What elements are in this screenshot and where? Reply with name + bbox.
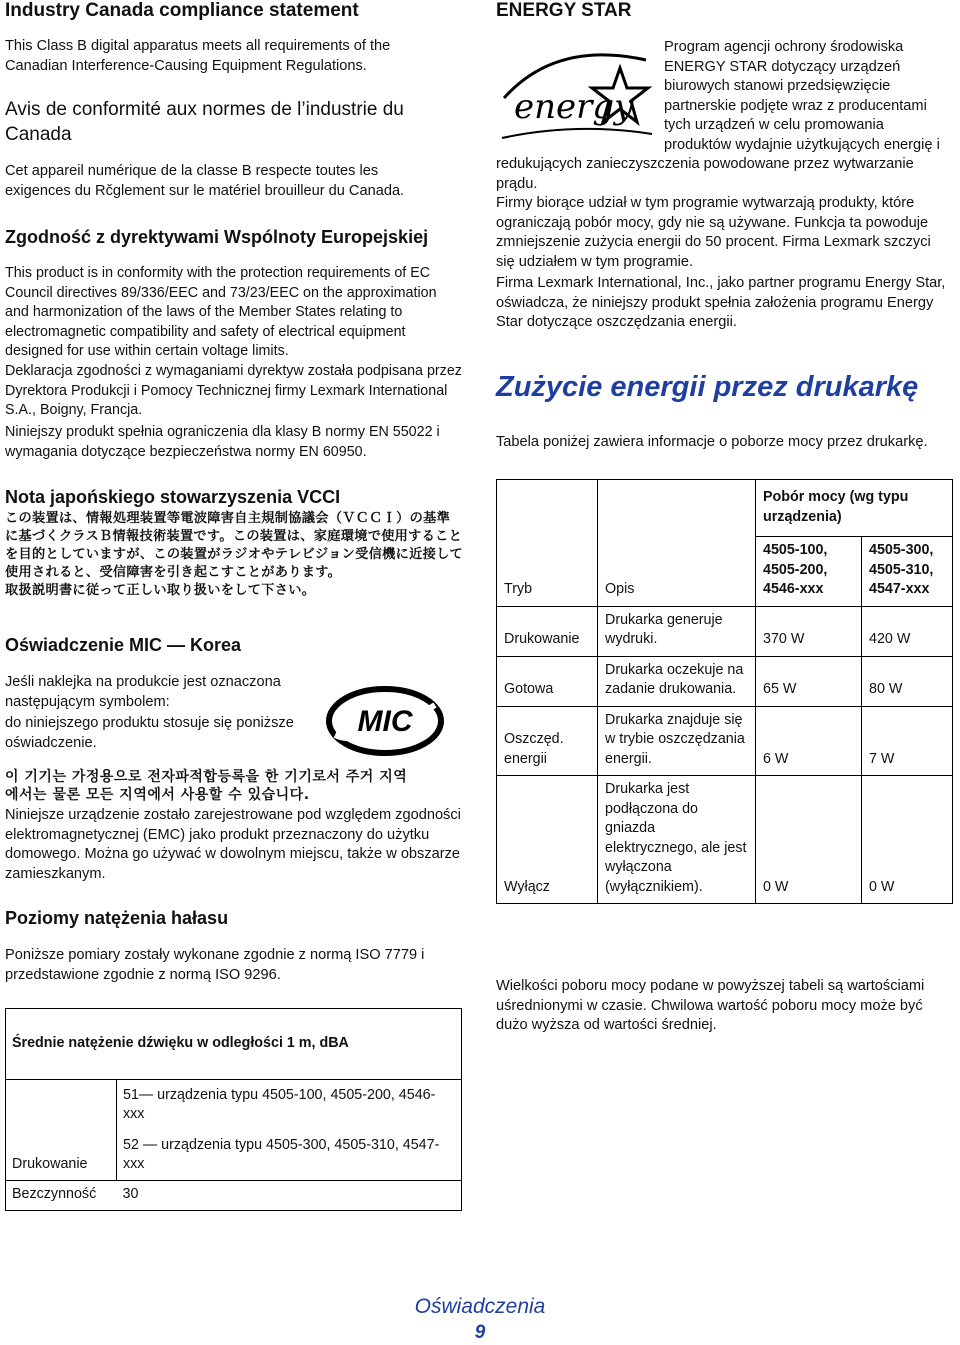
table-row (497, 706, 953, 776)
mic-title: Oświadczenie MIC — Korea (5, 635, 242, 655)
mic-korean-text (5, 768, 467, 804)
vcci-line: 使用されると、受信障害を引き起こすことがあります。 (5, 565, 342, 580)
avis-title: Avis de conformité aux normes de l’industrie du Canada (5, 99, 404, 145)
table-row (6, 1181, 462, 1211)
vcci-line: 取扱説明書に従って正しい取り扱いをして下さい。 (5, 583, 316, 598)
noise-text: Poniższe pomiary zostały wykonane zgodnie z normą ISO 7779 i przedstawione zgodnie z normą ISO 9296. (5, 947, 425, 983)
power-table (496, 479, 953, 904)
korean-line: 이 기기는 가정용으로 전자파적합등록을 한 기기로서 주거 지역 (5, 769, 408, 785)
energy-star-title: ENERGY STAR (496, 0, 632, 21)
power-value-a: 370 W (756, 606, 862, 656)
power-col-desc: Opis (598, 480, 756, 607)
noise-row-value: 30 (117, 1181, 462, 1211)
power-desc: Drukarka jest podłączona do gniazda elektrycznego, ale jest wyłączona (wyłącznikiem). (598, 776, 756, 904)
noise-table-header-row (6, 1009, 462, 1080)
table-row (6, 1080, 462, 1131)
footer-section-title: Oświadczenia (414, 1295, 546, 1318)
table-row (497, 606, 953, 656)
korean-line: 에서는 물론 모든 지역에서 사용할 수 있습니다. (5, 787, 310, 803)
power-value-b: 80 W (862, 656, 953, 706)
mic-logo (325, 683, 445, 759)
power-col-b: 4505-300, 4505-310, 4547-xxx (862, 537, 953, 607)
power-intro: Tabela poniżej zawiera informacje o poborze mocy przez drukarkę. (496, 434, 928, 450)
power-mode: Wyłącz (497, 776, 598, 904)
noise-row-label: Drukowanie (6, 1080, 117, 1181)
mic-text-3: Niniejsze urządzenie zostało zarejestrowane pod względem zgodności elektromagnetycznej (EMC) jako produkt przeznaczony do użytku domowego. Można go używać w dowolnym miejscu, także w obszarze zamieszkanym. (5, 807, 461, 882)
power-mode: Drukowanie (497, 606, 598, 656)
avis-text: Cet appareil numérique de la classe B respecte toutes les exigences du Rčglement sur le matériel brouilleur du Canada. (5, 163, 405, 199)
energy-star-paragraph: Program agencji ochrony środowiska ENERGY STAR dotyczący urządzeń biurowych stanowi przedsięwzięcie partnerskie podjęte wraz z producentami tych urządzeń w celu promowania produktów wydajnie użytkujących energię i redukujących zanieczyszczenia powodowane przez wytwarzanie prądu. (496, 39, 940, 192)
power-desc: Drukarka generuje wydruki. (598, 606, 756, 656)
power-col-a: 4505-100, 4505-200, 4546-xxx (756, 537, 862, 607)
industry-canada-text: This Class B digital apparatus meets all requirements of the Canadian Interference-Causing Equipment Regulations. (5, 38, 391, 74)
vcci-line: を目的としていますが、この装置がラジオやテレビジョン受信機に近接して (5, 547, 464, 562)
vcci-line: に基づくクラスＢ情報技術装置です。この装置は、家庭環境で使用すること (5, 529, 463, 544)
vcci-title: Nota japońskiego stowarzyszenia VCCI (5, 487, 341, 507)
power-value-a: 0 W (756, 776, 862, 904)
power-desc: Drukarka oczekuje na zadanie drukowania. (598, 656, 756, 706)
mic-logo-text: MIC (357, 705, 413, 738)
mic-text-2: do niniejszego produktu stosuje się poniższe oświadczenie. (5, 715, 294, 751)
power-value-a: 6 W (756, 706, 862, 776)
table-row (497, 776, 953, 904)
power-value-a: 65 W (756, 656, 862, 706)
vcci-japanese-text (5, 510, 467, 600)
logo-float-spacer (496, 38, 664, 152)
power-desc: Drukarka znajduje się w trybie oszczędzania energii. (598, 706, 756, 776)
power-note: Wielkości poboru mocy podane w powyższej tabeli są wartościami uśrednionymi w czasie. Chwilowa wartość poboru mocy może być dużo wyższa od wartości średniej. (496, 978, 925, 1034)
eu-text-3: Niniejszy produkt spełnia ograniczenia dla klasy B normy EN 55022 i wymagania dotyczące bezpieczeństwa normy EN 60950. (5, 424, 440, 460)
energy-star-text-1 (496, 38, 954, 194)
table-row (497, 656, 953, 706)
energy-star-logo-text: energy (514, 87, 634, 127)
power-table-header-row-1 (497, 480, 953, 537)
power-mode: Oszczęd. energii (497, 706, 598, 776)
mic-text-1: Jeśli naklejka na produkcie jest oznaczona następującym symbolem: (5, 674, 281, 710)
energy-star-text-2: Firmy biorące udział w tym programie wytwarzają produkty, które ograniczają pobór mocy, gdy nie są używane. Funkcja ta powoduje zmniejszenie zużycia energii do 50 procent. Firma Lexmark szczyci się udziałem w tym programie. (496, 195, 931, 270)
power-col-mode: Tryb (497, 480, 598, 607)
noise-row-value: 52 — urządzenia typu 4505-300, 4505-310, 4547-xxx (117, 1130, 462, 1181)
page-number: 9 (474, 1322, 486, 1343)
eu-title: Zgodność z dyrektywami Wspólnoty Europejskiej (5, 227, 429, 247)
eu-text-2: Deklaracja zgodności z wymaganiami dyrektyw została podpisana przez Dyrektora Produkcji i Pomocy Technicznej firmy Lexmark International S.A., Boigny, Francja. (5, 363, 462, 419)
power-mode: Gotowa (497, 656, 598, 706)
noise-row-label: Bezczynność (6, 1181, 117, 1211)
energy-star-text-3: Firma Lexmark International, Inc., jako partner programu Energy Star, oświadcza, że niniejszy produkt spełnia założenia programu Energy Star dotyczące oszczędzania energii. (496, 275, 946, 330)
power-title: Zużycie energii przez drukarkę (496, 371, 919, 403)
power-value-b: 0 W (862, 776, 953, 904)
industry-canada-title: Industry Canada compliance statement (5, 0, 359, 21)
power-value-b: 420 W (862, 606, 953, 656)
eu-text-1: This product is in conformity with the protection requirements of EC Council directives 89/336/EEC and 73/23/EEC on the approximation and harmonization of the laws of the Member States relating to electromagnetic compatibility and safety of electrical equipment designed for use within certain voltage limits. (5, 265, 437, 360)
noise-title: Poziomy natężenia hałasu (5, 908, 229, 928)
noise-table-header: Średnie natężenie dźwięku w odległości 1 m, dBA (6, 1009, 462, 1080)
vcci-line: この装置は、情報処理装置等電波障害自主規制協議会（ＶＣＣＩ）の基準 (5, 511, 451, 526)
noise-table (5, 1008, 462, 1211)
noise-row-value: 51— urządzenia typu 4505-100, 4505-200, 4546-xxx (117, 1080, 462, 1131)
power-value-b: 7 W (862, 706, 953, 776)
power-group-header: Pobór mocy (wg typu urządzenia) (756, 480, 953, 537)
